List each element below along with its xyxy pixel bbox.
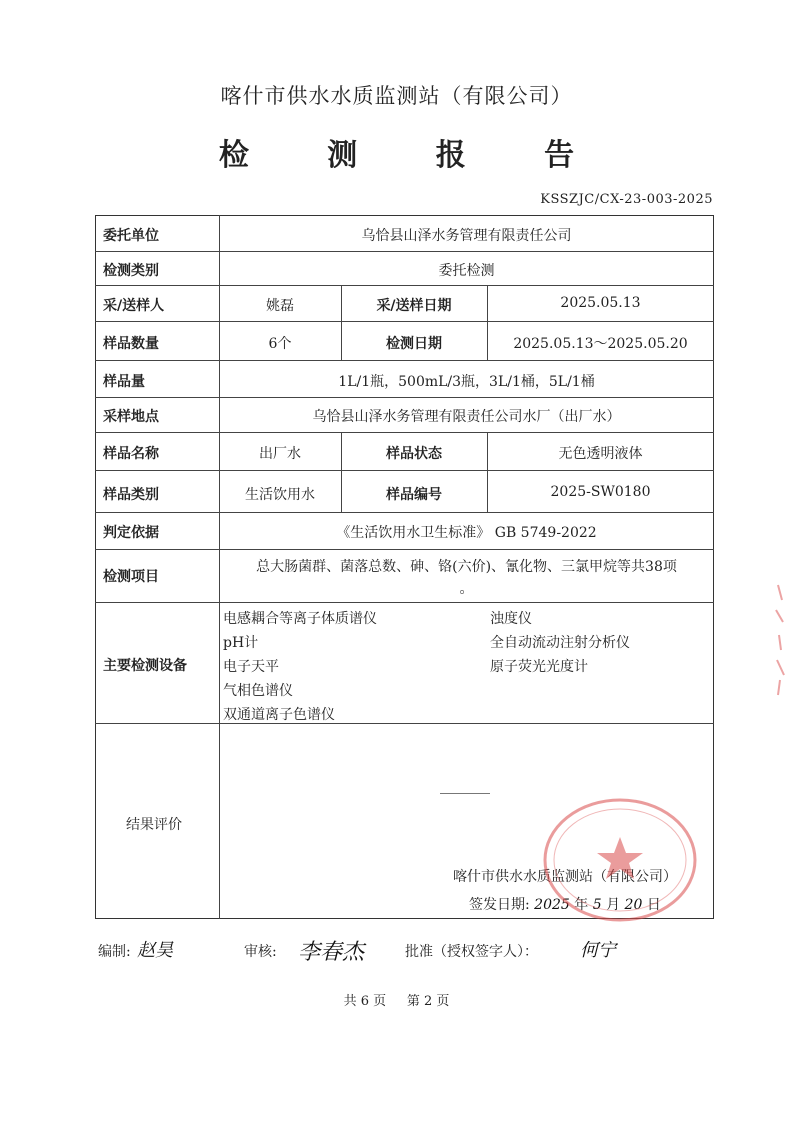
- official-seal-icon: [540, 795, 700, 925]
- quantity-label: 样品数量: [103, 336, 159, 352]
- total-pages: 6: [360, 994, 369, 1009]
- report-number: KSSZJC/CX-23-003-2025: [540, 192, 713, 207]
- location-value: 乌恰县山泽水务管理有限责任公司水厂（出厂水）: [312, 409, 621, 425]
- client-label: 委托单位: [103, 228, 159, 244]
- page-number: 2: [423, 994, 433, 1009]
- sample-no-value: 2025-SW0180: [550, 484, 651, 500]
- report-title: 检 测 报 告: [218, 138, 609, 173]
- issue-year: 2025: [534, 897, 570, 913]
- issue-day-unit: 日: [646, 897, 661, 913]
- row-divider: [95, 285, 714, 286]
- sample-name-label: 样品名称: [103, 446, 159, 462]
- perforation-seal-icon: [768, 580, 793, 700]
- equipment-label: 主要检测设备: [103, 658, 187, 674]
- row-divider: [95, 602, 714, 603]
- equipment-item: 气相色谱仪: [223, 683, 293, 699]
- row-divider: [95, 549, 714, 550]
- equipment-item: 浊度仪: [490, 611, 532, 627]
- test-type-value: 委托检测: [438, 263, 495, 279]
- row-divider: [95, 470, 714, 471]
- sample-category-value: 生活饮用水: [245, 487, 315, 503]
- test-date-label: 检测日期: [386, 336, 442, 352]
- basis-label: 判定依据: [103, 525, 159, 541]
- items-label: 检测项目: [103, 569, 159, 585]
- compiled-by-label: 编制:: [98, 944, 131, 960]
- row-divider: [95, 397, 714, 398]
- equipment-item: 电子天平: [223, 659, 279, 675]
- sampling-date-value: 2025.05.13: [560, 295, 641, 311]
- result-label: 结果评价: [126, 817, 182, 833]
- total-suffix: 页: [373, 994, 387, 1009]
- sampler-value: 姚磊: [266, 298, 294, 314]
- equipment-item: 电感耦合等离子体质谱仪: [223, 611, 377, 627]
- page-prefix: 第: [406, 994, 420, 1009]
- row-divider: [95, 360, 714, 361]
- sampling-date-label: 采/送样日期: [376, 298, 452, 314]
- equipment-item: 双通道离子色谱仪: [223, 707, 335, 723]
- reviewed-by-label: 审核:: [244, 944, 277, 960]
- test-type-label: 检测类别: [103, 263, 159, 279]
- sample-state-value: 无色透明液体: [558, 446, 643, 462]
- reviewed-by-signature: 李春杰: [298, 940, 365, 965]
- sampler-label: 采/送样人: [103, 298, 165, 314]
- issue-day: 20: [624, 897, 643, 913]
- items-value-line1: 总大肠菌群、菌落总数、砷、铬(六价)、氰化物、三氯甲烷等共38项: [256, 559, 677, 575]
- row-divider: [95, 512, 714, 513]
- row-divider: [95, 251, 714, 252]
- row-divider: [95, 723, 714, 724]
- approved-by-signature: 何宁: [580, 940, 616, 961]
- issue-month: 5: [592, 897, 602, 913]
- location-label: 采样地点: [103, 409, 159, 425]
- sample-category-label: 样品类别: [103, 487, 159, 503]
- items-value-line2: 。: [459, 581, 474, 597]
- compiled-by-signature: 赵昊: [137, 940, 173, 961]
- approved-by-label: 批准（授权签字人）：: [405, 944, 538, 960]
- sample-state-label: 样品状态: [386, 446, 442, 462]
- equipment-item: 全自动流动注射分析仪: [490, 635, 630, 651]
- sample-name-value: 出厂水: [259, 446, 301, 462]
- page-footer: [0, 990, 793, 1009]
- total-prefix: 共: [343, 994, 357, 1009]
- page-suffix: 页: [436, 994, 450, 1009]
- sample-no-label: 样品编号: [386, 487, 442, 503]
- blank-dash: [440, 793, 490, 794]
- client-value: 乌恰县山泽水务管理有限责任公司: [361, 228, 572, 244]
- test-date-value: 2025.05.13～2025.05.20: [513, 336, 688, 352]
- quantity-value: 6个: [268, 336, 292, 352]
- volume-value: 1L/1瓶，500mL/3瓶，3L/1桶，5L/1桶: [338, 374, 595, 390]
- issue-date-label: 签发日期:: [469, 897, 530, 913]
- equipment-item: 原子荧光光度计: [490, 659, 588, 675]
- row-divider: [95, 432, 714, 433]
- basis-value: 《生活饮用水卫生标准》 GB 5749-2022: [336, 525, 597, 541]
- issue-month-unit: 月: [606, 897, 621, 913]
- result-organization: 喀什市供水水质监测站（有限公司）: [453, 869, 677, 885]
- equipment-item: pH计: [223, 635, 259, 651]
- row-divider: [95, 321, 714, 322]
- volume-label: 样品量: [103, 374, 145, 390]
- organization-name: 喀什市供水水质监测站（有限公司）: [220, 84, 573, 108]
- issue-year-unit: 年: [574, 897, 589, 913]
